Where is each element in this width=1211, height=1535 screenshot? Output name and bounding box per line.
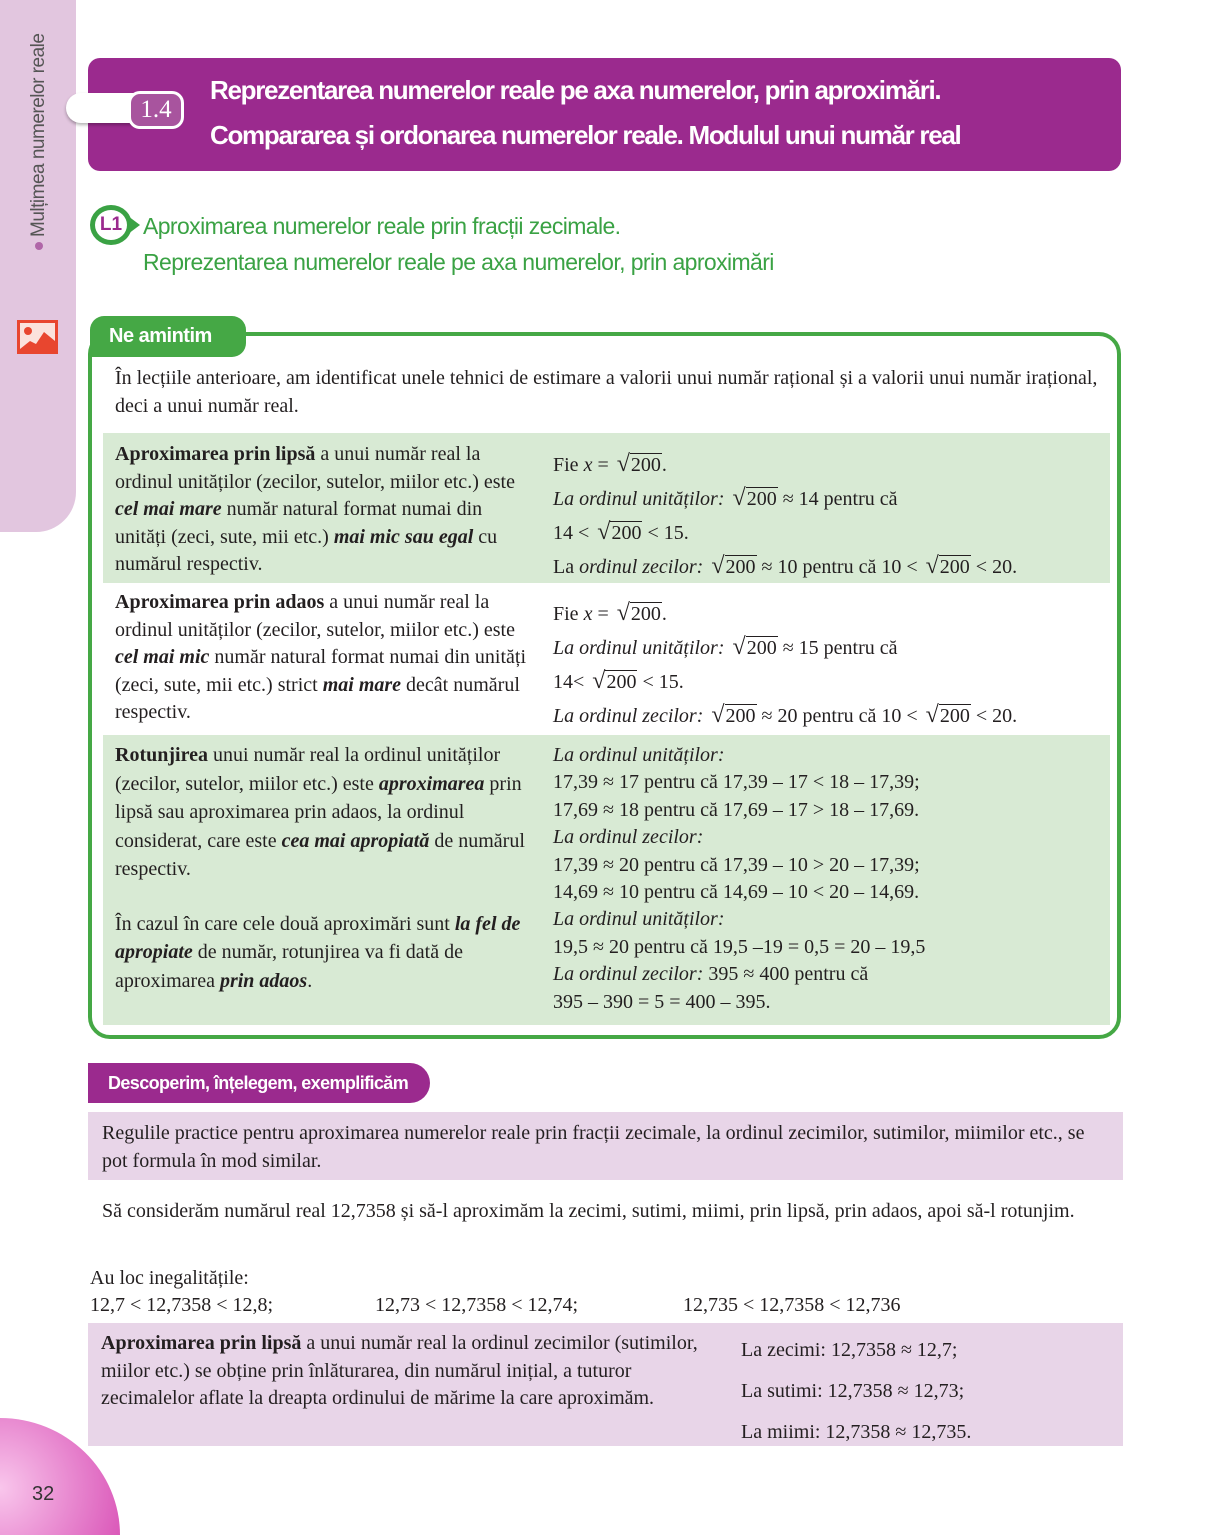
radicand: 200 — [611, 522, 642, 544]
text-segment: mai mic sau egal — [333, 525, 474, 548]
example-line: La sutimi: 12,7358 ≈ 12,73; — [741, 1380, 965, 1402]
text-line — [553, 961, 925, 988]
radicand: 200 — [939, 556, 970, 578]
text-segment: < 20. — [970, 556, 1018, 578]
lesson-title-line: Reprezentarea numerelor reale pe axa numerelor, prin aproximări — [143, 249, 774, 275]
radicand: 200 — [630, 454, 661, 476]
text-segment: cel mai mic — [115, 646, 210, 668]
definition-text — [115, 441, 535, 579]
text-segment: . — [661, 454, 667, 476]
text-segment: Fie — [553, 603, 584, 625]
image-icon[interactable] — [17, 320, 58, 354]
text-line — [553, 852, 925, 879]
definition-text — [115, 589, 535, 727]
text-line — [553, 448, 1017, 482]
definition-row-rotunjire — [103, 735, 1110, 1025]
sqrt-icon: √ — [711, 553, 725, 579]
text-line — [553, 665, 1017, 699]
text-line — [553, 769, 925, 796]
text-segment: ≈ 15 pentru că — [777, 637, 898, 659]
text-segment: prin lipsă sau aproximarea prin adaos, la ordinul considerat, care este — [115, 772, 522, 852]
text-segment: cu numărul respectiv. — [115, 525, 498, 575]
sqrt-icon: √ — [597, 519, 611, 545]
text-segment: < 15. — [642, 522, 689, 544]
title-line: Compararea și ordonarea numerelor reale. Modulul unui număr real — [210, 120, 961, 150]
sqrt-icon: √ — [732, 485, 746, 511]
consider-paragraph: Să considerăm numărul real 12,7358 și să-l aproximăm la zecimi, sutimi, miimi, prin lipsă, prin adaos, apoi să-l rotunjim. — [102, 1200, 1075, 1222]
text-segment: La ordinul unităților: — [553, 908, 725, 931]
text-segment: x — [583, 454, 593, 476]
text-segment: ≈ 14 pentru că — [777, 488, 898, 510]
text-line — [115, 441, 535, 579]
example-text — [553, 742, 925, 1016]
text-segment: Aproximarea prin lipsă — [115, 443, 316, 465]
text-line — [553, 550, 1017, 584]
text-line — [101, 1330, 711, 1413]
text-segment: La ordinul unităților: — [553, 744, 725, 766]
definition-row-adaos — [103, 583, 1110, 735]
sqrt-icon: √ — [616, 451, 630, 477]
example-line: La miimi: 12,7358 ≈ 12,735. — [741, 1421, 972, 1443]
lipsa-definition-box — [88, 1323, 1123, 1446]
text-segment: Aproximarea prin lipsă — [101, 1332, 302, 1354]
text-line — [553, 879, 925, 906]
sqrt-icon: √ — [925, 702, 939, 728]
lesson-title — [143, 208, 774, 280]
radicand: 200 — [725, 556, 756, 578]
text-segment: cel mai mare — [115, 498, 222, 520]
text-segment: La ordinul zecilor: — [553, 705, 709, 727]
text-segment: Fie — [553, 454, 584, 476]
text-segment: La ordinul unităților: — [553, 637, 730, 659]
radicand: 200 — [939, 705, 970, 727]
text-segment: 17,69 ≈ 18 pentru că 17,69 – 17 > 18 – 17,69. — [553, 798, 920, 821]
example-text — [553, 597, 1017, 733]
sqrt-icon: √ — [925, 553, 939, 579]
text-segment: = — [592, 603, 614, 625]
text-segment: aproximarea — [378, 772, 485, 795]
example-text — [553, 448, 1017, 584]
text-line — [553, 989, 925, 1016]
lesson-badge: L1 — [90, 205, 132, 245]
text-segment: 14 < — [553, 522, 595, 544]
text-segment: a unui număr real la ordinul unităților (zecilor, sutelor, miilor etc.) este — [115, 443, 515, 493]
sqrt-icon: √ — [732, 634, 746, 660]
text-segment: număr natural format numai din unități (zeci, sute, mii etc.) strict — [115, 646, 527, 696]
radicand: 200 — [746, 488, 777, 510]
text-segment: < 20. — [970, 705, 1018, 727]
text-line — [553, 906, 925, 933]
text-segment: La — [553, 556, 580, 578]
text-segment: 395 ≈ 400 pentru că — [703, 963, 869, 986]
inequality: 12,735 < 12,7358 < 12,736 — [683, 1294, 901, 1316]
radicand: 200 — [746, 637, 777, 659]
inequality: 12,7 < 12,7358 < 12,8; — [90, 1294, 274, 1316]
text-segment: La ordinul unităților: — [553, 488, 730, 510]
reminder-intro: În lecțiile anterioare, am identificat unele tehnici de estimare a valorii unui număr rațional și a valorii unui număr irațional, deci a unui număr real. — [115, 367, 1098, 417]
rules-box: Regulile practice pentru aproximarea numerelor reale prin fracții zecimale, la ordinul zecimilor, sutimilor, miimilor etc., se pot formula în mod similar. — [88, 1112, 1123, 1180]
text-segment: 14< — [553, 671, 590, 693]
text-segment: a unui număr real la ordinul unităților (zecilor, sutelor, miilor etc.) este — [115, 591, 515, 641]
text-segment: Rotunjirea — [115, 744, 208, 766]
text-segment: x — [583, 603, 593, 625]
text-segment: Aproximarea prin adaos — [115, 591, 325, 613]
reminder-tab: Ne amintim — [90, 316, 246, 357]
text-segment: decât numărul respectiv. — [115, 673, 520, 723]
discover-tab: Descoperim, înțelegem, exemplificăm — [88, 1063, 430, 1103]
text-segment: . — [661, 603, 667, 625]
text-segment: 17,39 ≈ 17 pentru că 17,39 – 17 < 18 – 17,39; — [553, 771, 920, 794]
sqrt-icon: √ — [711, 702, 725, 728]
text-segment: În cazul în care cele două aproximări sunt — [115, 912, 455, 935]
definition-text — [101, 1330, 711, 1413]
text-segment: a unui număr real la ordinul zecimilor (sutimilor, miilor etc.) se obține prin înlăturarea, din numărul inițial, a tuturor zecimalelor aflate la dreapta ordinului de mărime la care aproximăm. — [101, 1332, 698, 1409]
section-number: 1.4 — [128, 91, 184, 129]
section-title — [210, 68, 1110, 158]
page-number: 32 — [32, 1483, 55, 1505]
text-segment: prin adaos — [219, 969, 308, 992]
text-segment: 19,5 ≈ 20 pentru că 19,5 –19 = 0,5 = 20 – 19,5 — [553, 935, 926, 958]
text-line — [115, 741, 535, 884]
text-segment: ordinul zecilor: — [579, 556, 709, 578]
sqrt-icon: √ — [592, 668, 606, 694]
examples — [741, 1330, 971, 1453]
text-segment: număr natural format numai din unități (zeci, sute, mii etc.) — [115, 498, 483, 548]
text-segment: < 15. — [637, 671, 684, 693]
definition-text — [115, 741, 535, 995]
text-line — [553, 597, 1017, 631]
definition-row-lipsa — [103, 433, 1110, 583]
title-line: Reprezentarea numerelor reale pe axa numerelor, prin aproximări. — [210, 75, 941, 105]
text-segment: ≈ 20 pentru că 10 < — [756, 705, 923, 727]
sqrt-icon: √ — [616, 600, 630, 626]
text-line — [553, 742, 925, 769]
text-line — [553, 482, 1017, 516]
text-line — [553, 516, 1017, 550]
text-segment: unui număr real la ordinul unităților (zecilor, sutelor, miilor etc.) este — [115, 744, 501, 795]
text-line — [553, 631, 1017, 665]
example-line: La zecimi: 12,7358 ≈ 12,7; — [741, 1339, 958, 1361]
chapter-text: Mulțimea numerelor reale — [28, 33, 49, 237]
text-segment: 17,39 ≈ 20 pentru că 17,39 – 10 > 20 – 17,39; — [553, 853, 920, 876]
text-line — [553, 934, 925, 961]
text-segment: la fel de apropiate — [115, 912, 521, 963]
bullet-icon — [35, 242, 43, 250]
text-segment: ≈ 10 pentru că 10 < — [756, 556, 923, 578]
text-line — [115, 589, 535, 727]
radicand: 200 — [630, 603, 661, 625]
radicand: 200 — [606, 671, 637, 693]
text-line — [553, 797, 925, 824]
text-segment: cea mai apropiată — [281, 829, 430, 852]
text-segment: de număr, rotunjirea va fi dată de aproximarea — [115, 941, 463, 992]
lesson-title-line: Aproximarea numerelor reale prin fracții zecimale. — [143, 213, 621, 239]
text-line — [553, 699, 1017, 733]
text-segment: La ordinul zecilor: — [553, 963, 704, 986]
text-segment: . — [307, 969, 313, 992]
inequalities-label: Au loc inegalitățile: — [90, 1267, 249, 1289]
text-segment: La ordinul zecilor: — [553, 826, 704, 849]
text-line — [553, 824, 925, 851]
text-segment: de numărul respectiv. — [115, 829, 525, 880]
text-line — [115, 910, 535, 996]
inequality: 12,73 < 12,7358 < 12,74; — [375, 1294, 579, 1316]
text-segment: mai mare — [322, 673, 402, 696]
text-segment: = — [592, 454, 614, 476]
radicand: 200 — [725, 705, 756, 727]
chapter-label — [28, 34, 50, 250]
text-segment: 395 – 390 = 5 = 400 – 395. — [553, 990, 771, 1013]
text-segment: 14,69 ≈ 10 pentru că 14,69 – 10 < 20 – 14,69. — [553, 881, 920, 904]
